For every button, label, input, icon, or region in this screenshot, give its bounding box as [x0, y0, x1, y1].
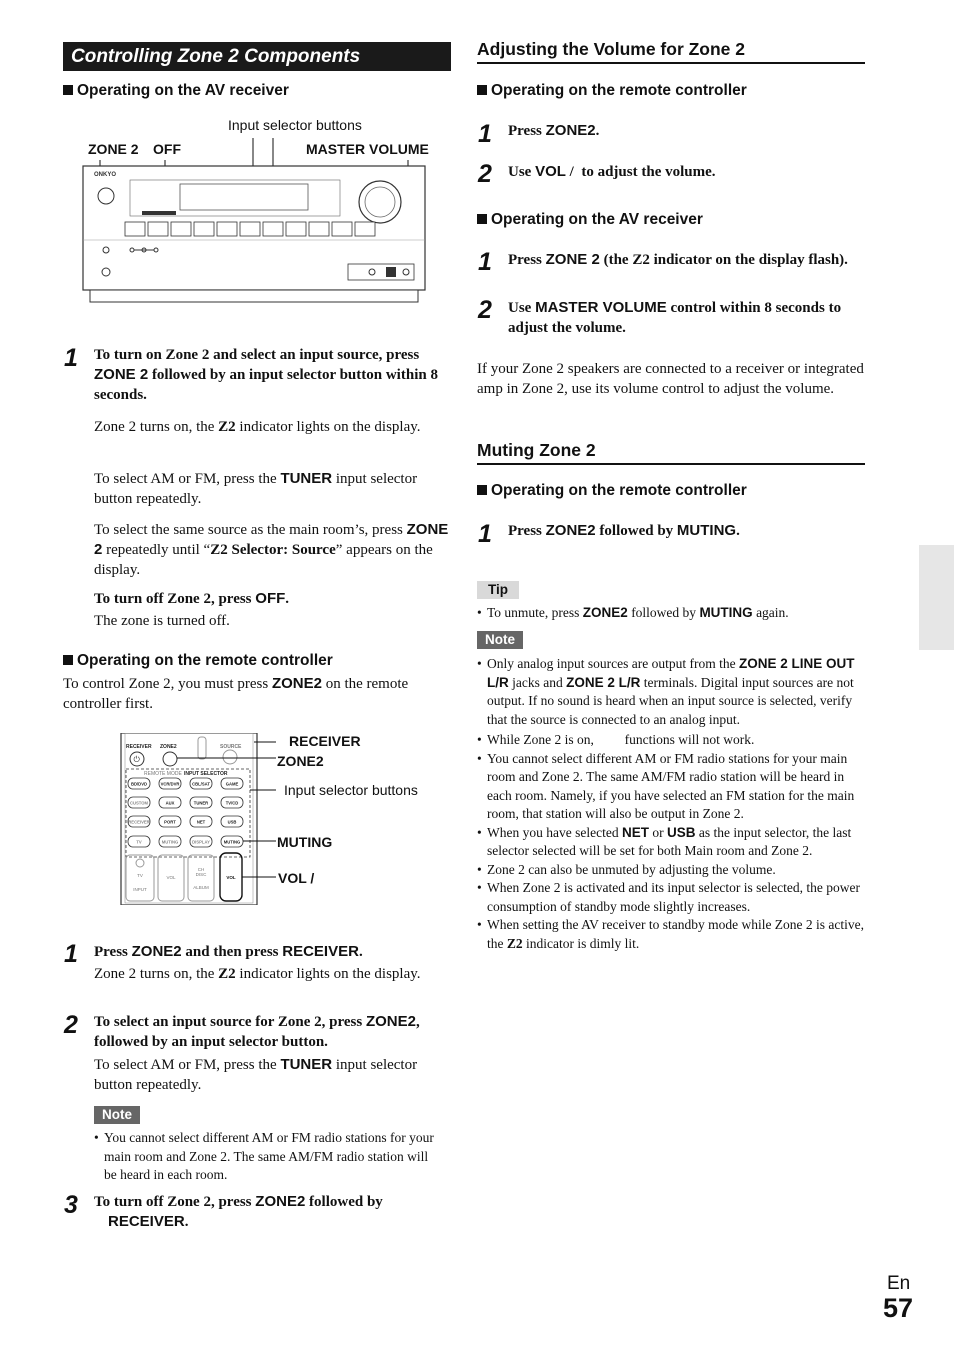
remote-heading: Operating on the remote controller [63, 651, 333, 671]
btn-usb: USB [227, 819, 237, 825]
input-selector-label: INPUT SELECTOR [184, 771, 228, 777]
remote-btn-source: SOURCE [220, 744, 242, 750]
note-item: • When you have selected NET or USB as the input selector, the last selector selected will be set for both Main room and Zone 2. [477, 824, 869, 861]
vol-remote-step2: Use VOL / to adjust the volume. [508, 163, 716, 180]
note-list [94, 1129, 444, 1185]
btn-vol-tv: VOL [166, 875, 176, 880]
btn-disc: DISC [195, 872, 207, 877]
volume-heading: Adjusting the Volume for Zone 2 [477, 38, 865, 64]
btn-aux: AUX [165, 800, 175, 806]
remote-step1-desc: Zone 2 turns on, the Z2 indicator lights on the display. [94, 966, 421, 982]
btn-vcr: VCR/DVR [160, 781, 180, 787]
tip-list [477, 604, 869, 623]
btn-vol: VOL [226, 875, 236, 880]
btn-muting-tv: MUTING [161, 839, 179, 845]
power-icon: ⏻ [133, 755, 140, 764]
remote-mode-label: REMOTE MODE [144, 771, 182, 777]
mute-remote-heading: Operating on the remote controller [477, 481, 747, 501]
step1-instruction: To turn on Zone 2 and select an input source, press ZONE 2 followed by an input selector button within 8 seconds. [94, 347, 438, 403]
note-item: • When Zone 2 is activated and its input selector is selected, the power consumption of standby mode slightly increases. [477, 879, 869, 916]
remote-step2-desc: To select AM or FM, press the TUNER input selector button repeatedly. [94, 1056, 418, 1093]
master-volume-callout: MASTER VOLUME [306, 141, 429, 157]
step-number: 2 [64, 1011, 78, 1039]
step1-para1: Zone 2 turns on, the Z2 indicator lights on the display. [94, 419, 421, 435]
language-label: En [887, 1273, 911, 1294]
vol-av-step2: Use MASTER VOLUME control within 8 seconds to adjust the volume. [508, 299, 842, 336]
btn-custom: CUSTOM [129, 800, 149, 806]
tip-label: Tip [477, 581, 519, 599]
input-selector-remote-callout: Input selector buttons [284, 782, 418, 798]
btn-tv: TV [136, 839, 142, 845]
turn-off-heading: To turn off Zone 2, press OFF. [94, 590, 290, 607]
vol-av-step1: Press ZONE 2 (the Z2 indicator on the display flash). [508, 251, 848, 268]
chapter-side-tab [919, 545, 954, 650]
square-bullet-icon [477, 485, 487, 495]
btn-album: ALBUM [193, 885, 209, 890]
vol-av-heading: Operating on the AV receiver [477, 210, 703, 230]
btn-net: NET [196, 819, 206, 825]
note-label: Note [94, 1106, 140, 1124]
vol-callout: VOL / [278, 870, 315, 886]
av-receiver-heading: Operating on the AV receiver [63, 81, 289, 101]
remote-step3: To turn off Zone 2, press ZONE2 followed by RECEIVER. [94, 1193, 383, 1230]
note-item: • You cannot select different AM or FM radio stations for your main room and Zone 2. The same AM/FM radio station will be heard in each room. [94, 1129, 444, 1185]
step-number: 1 [478, 520, 492, 548]
btn-muting: MUTING [223, 839, 241, 845]
square-bullet-icon [477, 214, 487, 224]
remote-btn-zone2: ZONE2 [160, 744, 177, 750]
tip-item: • To unmute, press ZONE2 followed by MUTING again. [477, 604, 869, 623]
vol-remote-step1: Press ZONE2. [508, 122, 600, 139]
btn-input: INPUT [133, 887, 147, 892]
notes-list [477, 655, 869, 953]
btn-receiver2: RECEIVER [128, 819, 150, 825]
step-number: 2 [478, 160, 492, 188]
btn-tvcd: TV/CD [225, 800, 239, 806]
btn-tuner: TUNER [193, 800, 209, 806]
step-number: 1 [64, 344, 78, 372]
zone2-remote-callout: ZONE2 [277, 753, 324, 769]
remote-controller-illustration [118, 733, 278, 905]
step-number: 1 [64, 940, 78, 968]
muting-heading: Muting Zone 2 [477, 439, 865, 465]
square-bullet-icon [63, 655, 73, 665]
btn-bd: BD/DVD [130, 781, 148, 787]
btn-port: PORT [164, 819, 176, 825]
vol-paragraph: If your Zone 2 speakers are connected to a receiver or integrated amp in Zone 2, use its volume control to adjust the volume. [477, 361, 864, 397]
turn-off-desc: The zone is turned off. [94, 613, 230, 629]
remote-intro: To control Zone 2, you must press ZONE2 on the remote controller first. [63, 675, 409, 712]
vol-remote-heading: Operating on the remote controller [477, 81, 747, 101]
step-number: 1 [478, 120, 492, 148]
step-number: 1 [478, 248, 492, 276]
btn-ch: CH [197, 867, 205, 872]
square-bullet-icon [63, 85, 73, 95]
remote-step1: Press ZONE2 and then press RECEIVER. [94, 943, 363, 960]
note-item: • While Zone 2 is on, functions will not work. [477, 731, 869, 750]
receiver-callout: RECEIVER [289, 733, 361, 749]
step-number: 3 [64, 1191, 78, 1219]
note-label-right: Note [477, 631, 523, 649]
section-banner: Controlling Zone 2 Components [63, 42, 451, 71]
square-bullet-icon [477, 85, 487, 95]
brand-logo: ONKYO [94, 172, 117, 178]
note-item: • When setting the AV receiver to standby mode while Zone 2 is active, the Z2 indicator is dimly lit. [477, 916, 869, 953]
zone2-callout: ZONE 2 [88, 141, 139, 157]
receiver-front-panel-illustration [80, 130, 430, 305]
btn-display: DISPLAY [192, 839, 210, 845]
input-selector-callout: Input selector buttons [228, 117, 362, 133]
muting-callout: MUTING [277, 834, 333, 850]
step1-para2: To select AM or FM, press the TUNER input selector button repeatedly. [94, 470, 418, 507]
remote-btn-receiver: RECEIVER [126, 744, 152, 750]
btn-game: GAME [225, 781, 239, 787]
remote-step2: To select an input source for Zone 2, press ZONE2, followed by an input selector button. [94, 1013, 420, 1050]
note-item: • Only analog input sources are output from the ZONE 2 LINE OUT L/R jacks and ZONE 2 L/R terminals. Digital input sources are not output. If no sound is heard when an input source is selected, verify that the source is connected to an analog input. [477, 655, 869, 729]
off-callout: OFF [153, 141, 181, 157]
mute-step1: Press ZONE2 followed by MUTING. [508, 522, 740, 539]
step1-para3: To select the same source as the main room’s, press ZONE 2 repeatedly until “Z2 Selector: Source” appears on the display. [94, 521, 449, 578]
btn-cbl: CBL/SAT [192, 781, 210, 787]
note-item: • Zone 2 can also be unmuted by adjusting the volume. [477, 861, 869, 880]
btn-tv2: TV [137, 873, 143, 878]
note-item: • You cannot select different AM or FM radio stations for your main room and Zone 2. The same AM/FM radio station will be heard in each room. Namely, if you have selected an FM station for the main room, that station will also be output in Zone 2. [477, 750, 869, 824]
page-number: 57 [883, 1293, 914, 1323]
step-number: 2 [478, 296, 492, 324]
